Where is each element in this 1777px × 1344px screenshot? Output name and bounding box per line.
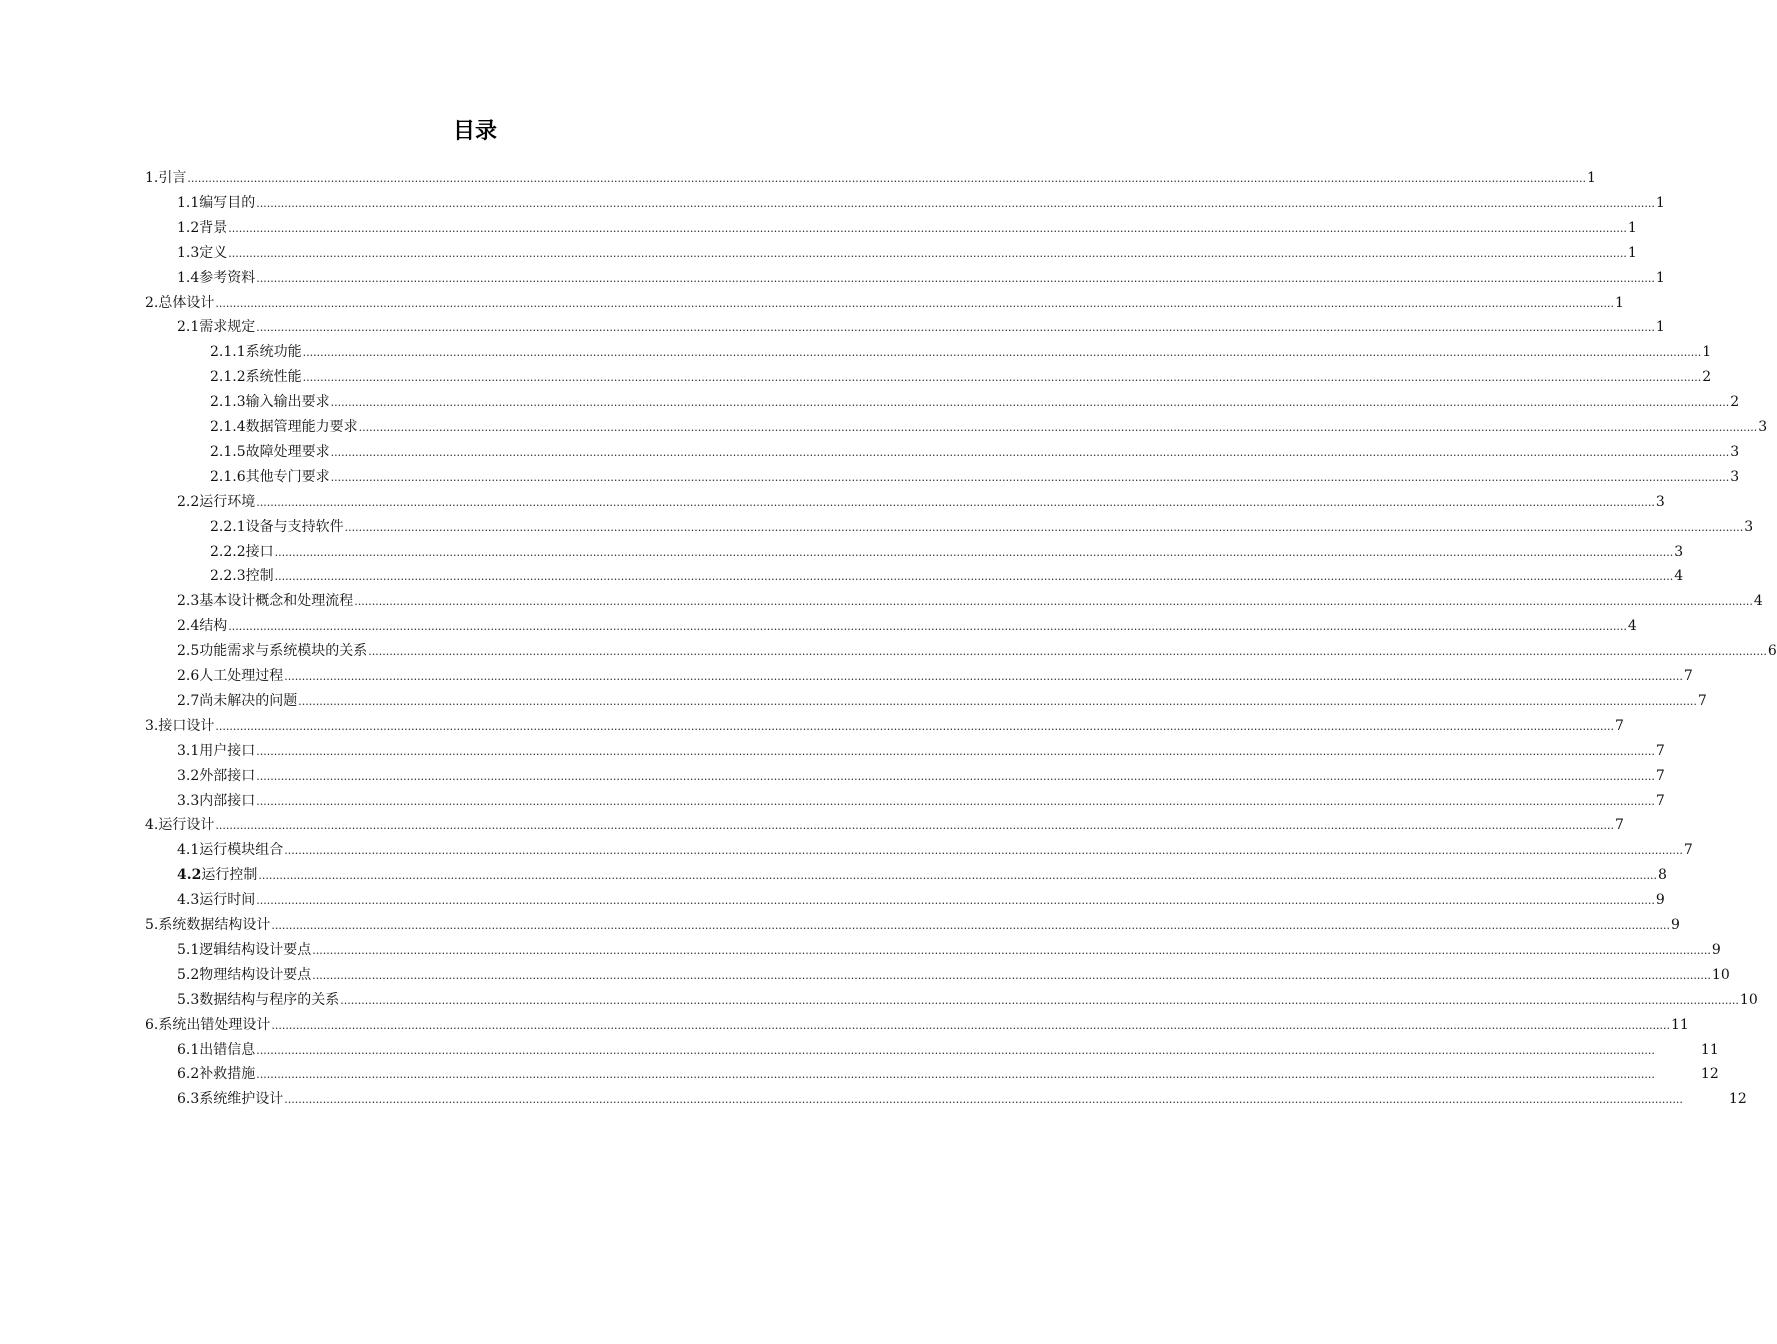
toc-entry-number: 4.1	[177, 842, 200, 859]
toc-entry-page-number: 3	[1674, 543, 1684, 560]
toc-entry-page-number: 8	[1658, 867, 1667, 884]
toc-dot-leader: ................................................................................................................................................................................................................................................................................................................................................................................................................	[258, 869, 1657, 883]
toc-entry-number: 3.	[145, 717, 159, 734]
toc-entry[interactable]	[210, 515, 1754, 539]
toc-entry-page-number: 1	[1587, 170, 1596, 186]
toc-dot-leader: ................................................................................................................................................................................................................................................................................................................................................................................................................	[312, 968, 1711, 982]
toc-entry-page-number: 10	[1711, 966, 1730, 983]
toc-entry[interactable]	[177, 863, 1667, 887]
toc-dot-leader: ................................................................................................................................................................................................................................................................................................................................................................................................................	[284, 670, 1683, 683]
toc-dot-leader: ................................................................................................................................................................................................................................................................................................................................................................................................................	[187, 172, 1586, 185]
toc-entry-label: 其他专门要求	[245, 468, 330, 485]
toc-entry-number: 2.2.2	[210, 543, 246, 560]
toc-dot-leader: ................................................................................................................................................................................................................................................................................................................................................................................................................	[256, 321, 1655, 335]
toc-entry-page-number: 7	[1683, 842, 1693, 859]
toc-entry-number: 1.3	[177, 244, 200, 261]
toc-dot-leader: ................................................................................................................................................................................................................................................................................................................................................................................................................	[344, 520, 1744, 534]
toc-entry-number: 5.1	[177, 941, 200, 958]
toc-entry-page-number: 4	[1674, 568, 1684, 585]
toc-entry-label: 运行环境	[199, 493, 256, 510]
toc-entry-number: 2.5	[177, 643, 200, 660]
toc-entry-number: 5.3	[177, 991, 200, 1008]
toc-dot-leader: ................................................................................................................................................................................................................................................................................................................................................................................................................	[271, 1018, 1670, 1032]
toc-entry[interactable]	[177, 639, 1777, 663]
toc-entry-page-number: 7	[1615, 717, 1624, 734]
toc-entry-page-number: 7	[1615, 817, 1624, 834]
toc-entry-number: 5.	[145, 917, 159, 933]
toc-dot-leader: ................................................................................................................................................................................................................................................................................................................................................................................................................	[274, 570, 1674, 584]
toc-entry-page-number: 10	[1739, 991, 1758, 1008]
toc-entry[interactable]	[145, 166, 1596, 190]
toc-entry-label: 系统数据结构设计	[158, 917, 271, 933]
toc-entry-number: 2.1.5	[210, 443, 246, 460]
toc-dot-leader: ................................................................................................................................................................................................................................................................................................................................................................................................................	[298, 694, 1697, 708]
toc-entry-number: 2.7	[177, 692, 200, 709]
toc-entry-number: 3.3	[177, 792, 200, 809]
toc-entry[interactable]	[177, 739, 1665, 763]
toc-entry-number: 2.2.1	[210, 518, 246, 535]
toc-entry-page-number: 6	[1767, 643, 1777, 660]
toc-dot-leader: ................................................................................................................................................................................................................................................................................................................................................................................................................	[256, 769, 1655, 783]
toc-dot-leader: ................................................................................................................................................................................................................................................................................................................................................................................................................	[302, 371, 1702, 385]
toc-entry[interactable]	[145, 714, 1624, 738]
toc-entry-number: 4.2	[177, 867, 202, 884]
toc-entry-number: 2.	[145, 294, 159, 311]
toc-entry-label: 用户接口	[199, 742, 256, 759]
toc-dot-leader: ................................................................................................................................................................................................................................................................................................................................................................................................................	[358, 421, 1758, 434]
toc-entry-number: 5.2	[177, 966, 200, 983]
toc-entry-label: 数据结构与程序的关系	[199, 991, 340, 1008]
toc-dot-leader: ................................................................................................................................................................................................................................................................................................................................................................................................................	[256, 495, 1655, 509]
toc-entry-number: 2.1.1	[210, 344, 246, 361]
toc-entry-page-number: 1	[1655, 319, 1665, 336]
toc-dot-leader: ................................................................................................................................................................................................................................................................................................................................................................................................................	[330, 396, 1730, 410]
toc-entry-number: 1.4	[177, 269, 200, 286]
toc-entry-page-number: 4	[1753, 593, 1763, 610]
toc-entry-number: 1.	[145, 170, 159, 186]
toc-entry[interactable]	[177, 241, 1637, 265]
toc-entry-number: 1.1	[177, 194, 200, 211]
toc-entry[interactable]	[210, 465, 1740, 489]
toc-entry-label: 基本设计概念和处理流程	[199, 593, 354, 610]
toc-dot-leader: ................................................................................................................................................................................................................................................................................................................................................................................................................	[215, 719, 1614, 733]
toc-dot-leader: ................................................................................................................................................................................................................................................................................................................................................................................................................	[330, 470, 1730, 484]
toc-entry-page-number: 11	[1700, 1041, 1719, 1058]
toc-entry[interactable]	[145, 913, 1680, 937]
toc-entry-number: 6.	[145, 1016, 159, 1033]
toc-entry-label: 物理结构设计要点	[199, 966, 312, 983]
toc-entry-page-number: 7	[1655, 742, 1665, 759]
toc-entry[interactable]	[177, 1087, 1747, 1111]
toc-entry[interactable]	[177, 938, 1721, 962]
toc-entry[interactable]	[177, 490, 1665, 514]
toc-entry-page-number: 9	[1711, 941, 1721, 958]
toc-entry[interactable]	[177, 664, 1693, 688]
toc-entry-label: 运行模块组合	[199, 842, 284, 859]
toc-entry-number: 6.3	[177, 1091, 200, 1108]
toc-entry-number: 2.1	[177, 319, 200, 336]
toc-entry-page-number: 9	[1655, 892, 1665, 909]
toc-dot-leader: ................................................................................................................................................................................................................................................................................................................................................................................................................	[340, 993, 1739, 1007]
toc-dot-leader: ................................................................................................................................................................................................................................................................................................................................................................................................................	[228, 620, 1627, 634]
toc-entry-label: 故障处理要求	[245, 443, 330, 460]
toc-entry-label: 人工处理过程	[199, 668, 284, 684]
toc-entry[interactable]	[177, 216, 1637, 240]
toc-entry-label: 控制	[245, 568, 274, 585]
toc-entry-label: 定义	[199, 244, 228, 261]
toc-entry-number: 4.	[145, 817, 159, 834]
toc-entry-number: 1.2	[177, 219, 200, 236]
toc-entry-label: 编写目的	[199, 194, 256, 211]
toc-entry[interactable]	[177, 963, 1730, 987]
toc-entry-label: 系统功能	[245, 344, 302, 361]
toc-entry-label: 尚未解决的问题	[199, 692, 298, 709]
toc-dot-leader: ................................................................................................................................................................................................................................................................................................................................................................................................................	[256, 794, 1655, 808]
toc-entry-label: 引言	[158, 170, 187, 186]
toc-dot-leader: ................................................................................................................................................................................................................................................................................................................................................................................................................	[256, 271, 1655, 285]
toc-entry[interactable]	[177, 888, 1665, 912]
toc-entry-page-number: 7	[1655, 767, 1665, 784]
toc-dot-leader: ................................................................................................................................................................................................................................................................................................................................................................................................................	[284, 844, 1683, 858]
toc-dot-leader: ................................................................................................................................................................................................................................................................................................................................................................................................................	[284, 1093, 1683, 1107]
toc-entry[interactable]	[145, 1013, 1689, 1037]
toc-entry-label: 设备与支持软件	[245, 518, 344, 535]
toc-entry-label: 系统维护设计	[199, 1091, 284, 1108]
toc-entry-label: 总体设计	[158, 294, 215, 311]
toc-entry-number: 2.1.6	[210, 468, 246, 485]
toc-entry[interactable]	[177, 988, 1758, 1012]
toc-entry[interactable]	[210, 340, 1712, 364]
toc-entry-page-number: 7	[1697, 692, 1707, 709]
toc-entry-page-number: 2	[1702, 369, 1712, 386]
toc-dot-leader: ................................................................................................................................................................................................................................................................................................................................................................................................................	[228, 246, 1627, 260]
toc-entry-label: 外部接口	[199, 767, 256, 784]
toc-entry-label: 需求规定	[199, 319, 256, 336]
toc-entry-page-number: 4	[1627, 618, 1637, 635]
toc-entry-number: 2.6	[177, 668, 200, 684]
toc-entry-label: 逻辑结构设计要点	[199, 941, 312, 958]
toc-entry-label: 结构	[199, 618, 228, 635]
toc-entry-page-number: 7	[1683, 668, 1693, 684]
toc-entry-page-number: 3	[1655, 493, 1665, 510]
toc-entry-page-number: 1	[1627, 244, 1637, 261]
toc-entry-number: 4.3	[177, 892, 200, 909]
toc-entry[interactable]	[177, 266, 1665, 290]
toc-entry-label: 运行设计	[158, 817, 215, 834]
toc-dot-leader: ................................................................................................................................................................................................................................................................................................................................................................................................................	[256, 196, 1655, 210]
toc-dot-leader: ................................................................................................................................................................................................................................................................................................................................................................................................................	[256, 1068, 1655, 1082]
toc-entry-number: 2.1.3	[210, 394, 246, 411]
toc-entry-label: 接口	[245, 543, 274, 560]
toc-entry-label: 运行时间	[199, 892, 256, 909]
toc-entry-number: 2.1.4	[210, 419, 246, 435]
toc-entry-number: 2.1.2	[210, 369, 246, 386]
toc-entry[interactable]	[177, 191, 1665, 215]
toc-entry-label: 出错信息	[199, 1041, 256, 1058]
toc-entry[interactable]	[210, 390, 1740, 414]
toc-dot-leader: ................................................................................................................................................................................................................................................................................................................................................................................................................	[330, 445, 1730, 459]
toc-entry[interactable]	[210, 415, 1768, 439]
toc-entry-page-number: 1	[1615, 294, 1624, 311]
toc-entry-label: 系统性能	[245, 369, 302, 386]
toc-dot-leader: ................................................................................................................................................................................................................................................................................................................................................................................................................	[302, 346, 1702, 360]
toc-entry-label: 输入输出要求	[245, 394, 330, 411]
toc-dot-leader: ................................................................................................................................................................................................................................................................................................................................................................................................................	[215, 819, 1614, 833]
toc-entry-page-number: 3	[1744, 518, 1754, 535]
toc-entry-number: 3.1	[177, 742, 200, 759]
toc-entry-number: 3.2	[177, 767, 200, 784]
toc-dot-leader: ................................................................................................................................................................................................................................................................................................................................................................................................................	[274, 545, 1674, 559]
toc-entry-page-number: 7	[1655, 792, 1665, 809]
toc-entry-label: 内部接口	[199, 792, 256, 809]
toc-entry-label: 功能需求与系统模块的关系	[199, 643, 368, 660]
toc-entry[interactable]	[210, 365, 1712, 389]
toc-entry[interactable]	[210, 540, 1684, 564]
toc-entry-number: 2.2	[177, 493, 200, 510]
toc-entry-label: 系统出错处理设计	[158, 1016, 271, 1033]
toc-entry-page-number: 1	[1655, 269, 1665, 286]
toc-entry-page-number: 3	[1730, 468, 1740, 485]
toc-dot-leader: ................................................................................................................................................................................................................................................................................................................................................................................................................	[215, 296, 1614, 310]
toc-entry-label: 接口设计	[158, 717, 215, 734]
toc-entry-page-number: 3	[1758, 419, 1768, 435]
toc-entry-label: 补救措施	[199, 1066, 256, 1083]
toc-entry[interactable]	[210, 564, 1684, 588]
toc-entry-label: 运行控制	[201, 867, 258, 884]
toc-dot-leader: ................................................................................................................................................................................................................................................................................................................................................................................................................	[368, 645, 1767, 659]
toc-entry[interactable]	[177, 838, 1693, 862]
toc-entry-page-number: 12	[1728, 1091, 1747, 1108]
toc-dot-leader: ................................................................................................................................................................................................................................................................................................................................................................................................................	[354, 595, 1753, 609]
toc-entry[interactable]	[145, 291, 1624, 315]
page-title: 目录	[452, 119, 497, 144]
toc-dot-leader: ................................................................................................................................................................................................................................................................................................................................................................................................................	[271, 919, 1670, 932]
toc-dot-leader: ................................................................................................................................................................................................................................................................................................................................................................................................................	[256, 1043, 1655, 1057]
toc-entry-label: 背景	[199, 219, 228, 236]
toc-entry-page-number: 1	[1655, 194, 1665, 211]
toc-entry-number: 2.4	[177, 618, 200, 635]
toc-entry-number: 6.2	[177, 1066, 200, 1083]
toc-entry-page-number: 3	[1730, 443, 1740, 460]
toc-dot-leader: ................................................................................................................................................................................................................................................................................................................................................................................................................	[228, 221, 1627, 235]
toc-dot-leader: ................................................................................................................................................................................................................................................................................................................................................................................................................	[256, 744, 1655, 758]
toc-entry[interactable]	[177, 589, 1763, 613]
toc-entry[interactable]	[177, 689, 1707, 713]
toc-entry[interactable]	[177, 764, 1665, 788]
toc-entry[interactable]	[177, 1062, 1719, 1086]
toc-dot-leader: ................................................................................................................................................................................................................................................................................................................................................................................................................	[256, 894, 1655, 908]
toc-entry-number: 2.3	[177, 593, 200, 610]
toc-entry[interactable]	[145, 813, 1624, 837]
toc-entry[interactable]	[177, 315, 1665, 339]
toc-entry-page-number: 1	[1702, 344, 1712, 361]
toc-entry-number: 6.1	[177, 1041, 200, 1058]
toc-entry[interactable]	[177, 1038, 1719, 1062]
toc-entry-page-number: 2	[1730, 394, 1740, 411]
toc-entry-page-number: 9	[1671, 917, 1680, 933]
toc-entry-page-number: 1	[1627, 219, 1637, 236]
toc-entry[interactable]	[177, 789, 1665, 813]
toc-dot-leader: ................................................................................................................................................................................................................................................................................................................................................................................................................	[312, 943, 1711, 957]
toc-entry-label: 参考资料	[199, 269, 256, 286]
toc-entry[interactable]	[177, 614, 1637, 638]
toc-entry[interactable]	[210, 440, 1740, 464]
toc-entry-page-number: 11	[1671, 1016, 1689, 1033]
toc-entry-label: 数据管理能力要求	[245, 419, 358, 435]
toc-entry-number: 2.2.3	[210, 568, 246, 585]
toc-entry-page-number: 12	[1700, 1066, 1719, 1083]
